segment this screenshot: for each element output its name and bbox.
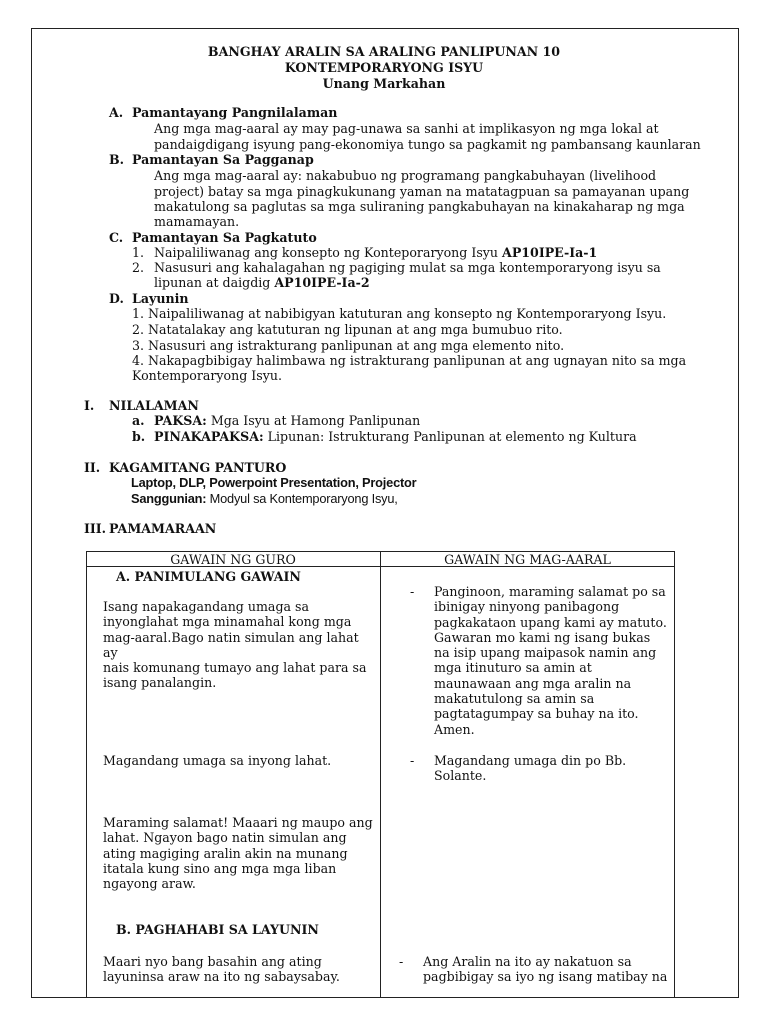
text-line: nais komunang tumayo ang lahat para sa: [103, 660, 367, 676]
pinakapaksa-letter: b.: [132, 429, 146, 444]
materials-line: Laptop, DLP, Powerpoint Presentation, Projector: [131, 475, 417, 490]
sanggunian-label: Sanggunian:: [131, 491, 207, 506]
section-a-line: Ang mga mag-aaral ay may pag-unawa sa sanhi at implikasyon ng mga lokal at: [154, 121, 659, 136]
part-b-heading: B. PAGHAHABI SA LAYUNIN: [116, 922, 319, 937]
text-line: Ang Aralin na ito ay nakatuon sa: [423, 954, 632, 969]
nilalaman-num: I.: [84, 398, 95, 413]
section-a-heading: Pamantayang Pangnilalaman: [132, 105, 338, 120]
list-dash: -: [410, 753, 415, 768]
column-header-student: GAWAIN NG MAG-AARAL: [444, 552, 611, 567]
section-c-item-text: Naipaliliwanag ang konsepto ng Konteporaryong Isyu: [154, 245, 499, 260]
document-subtitle: KONTEMPORARYONG ISYU: [284, 60, 484, 75]
competency-code: AP10IPE-Ia-1: [502, 245, 598, 260]
pamamaraan-heading: PAMAMARAAN: [109, 521, 217, 536]
section-c-item: [154, 275, 370, 290]
section-b-line: project) batay sa mga pinagkukunang yaman na matatagpuan sa pamayanan upang: [154, 184, 690, 199]
teacher-attendance: [103, 815, 373, 891]
paksa-letter: a.: [132, 413, 145, 428]
pamamaraan-num: III.: [84, 521, 107, 536]
text-line: Maari nyo bang basahin ang ating: [103, 954, 322, 969]
text-line: Gawaran mo kami ng isang bukas: [434, 629, 651, 645]
text-line: inyonglahat mga minamahal kong mga: [103, 614, 352, 630]
text-line: mag-aaral.Bago natin simulan ang lahat ay: [103, 629, 359, 660]
text-line: Solante.: [434, 768, 487, 784]
document-title: BANGHAY ARALIN SA ARALING PANLIPUNAN 10: [207, 44, 561, 59]
paksa-value: Mga Isyu at Hamong Panlipunan: [210, 413, 421, 428]
objective-line: 2. Natatalakay ang katuturan ng lipunan at ang mga bumubuo rito.: [132, 322, 563, 337]
section-b-heading: Pamantayan Sa Pagganap: [132, 152, 314, 167]
text-line: Isang napakagandang umaga sa: [103, 599, 309, 614]
paksa-line: [154, 413, 420, 428]
text-line: Panginoon, maraming salamat po sa: [434, 584, 666, 599]
quarter-label: Unang Markahan: [322, 76, 446, 91]
column-header-teacher: GAWAIN NG GURO: [170, 552, 296, 567]
kagamitan-heading: KAGAMITANG PANTURO: [109, 460, 287, 475]
section-c-item-num: 1.: [132, 245, 145, 260]
sanggunian-line: [131, 491, 398, 506]
text-line: ngayong araw.: [103, 876, 196, 892]
teacher-prayer: [103, 599, 373, 691]
section-c-item-text: Nasusuri ang kahalagahan ng pagiging mulat sa mga kontemporaryong isyu sa: [154, 260, 661, 275]
text-line: na isip upang maipasok namin ang: [434, 645, 657, 661]
text-line: maunawaan ang mga aralin na: [434, 675, 632, 691]
teacher-greeting: Magandang umaga sa inyong lahat.: [103, 753, 332, 768]
pinakapaksa-line: [154, 429, 637, 444]
part-a-heading: A. PANIMULANG GAWAIN: [116, 569, 301, 584]
text-line: itatala kung sino ang mga mga liban: [103, 860, 337, 876]
section-d-heading: Layunin: [132, 291, 189, 306]
pinakapaksa-value: Lipunan: Istrukturang Panlipunan at elemento ng Kultura: [267, 429, 637, 444]
sanggunian-value: Modyul sa Kontemporaryong Isyu,: [209, 491, 398, 506]
text-line: mga itinuturo sa amin at: [434, 660, 592, 676]
section-b-letter: B.: [109, 152, 125, 167]
section-a-line: pandaigdigang isyung pang-ekonomiya tungo sa pagkamit ng pambansang kaunlaran: [154, 137, 701, 152]
list-dash: -: [399, 954, 404, 969]
text-line: pagkakataon upang kami ay matuto.: [434, 614, 667, 630]
student-prayer: [434, 584, 674, 737]
text-line: pagbibigay sa iyo ng isang matibay na: [423, 969, 668, 985]
objective-line: Kontemporaryong Isyu.: [132, 368, 282, 383]
section-c-item-text: lipunan at daigdig: [154, 275, 271, 290]
paksa-label: PAKSA:: [154, 413, 207, 428]
competency-code: AP10IPE-Ia-2: [274, 275, 370, 290]
kagamitan-num: II.: [84, 460, 101, 475]
text-line: ibinigay ninyong panibagong: [434, 599, 620, 615]
text-line: layuninsa araw na ito ng sabaysabay.: [103, 969, 340, 985]
section-b-line: Ang mga mag-aaral ay: nakabubuo ng programang pangkabuhayan (livelihood: [154, 168, 657, 183]
objective-line: 3. Nasusuri ang istrakturang panlipunan at ang mga elemento nito.: [132, 338, 565, 353]
objective-line: 1. Naipaliliwanag at nabibigyan katuturan ang konsepto ng Kontemporaryong Isyu.: [132, 306, 667, 321]
student-greeting: [434, 753, 674, 784]
section-c-heading: Pamantayan Sa Pagkatuto: [132, 230, 317, 245]
student-objective-reading: [423, 954, 673, 985]
section-b-line: mamamayan.: [154, 214, 240, 229]
section-a-letter: A.: [109, 105, 124, 120]
text-line: pagtatagumpay sa buhay na ito.: [434, 706, 639, 722]
text-line: lahat. Ngayon bago natin simulan ang: [103, 830, 347, 846]
section-b-line: makatulong sa paglutas sa mga suliraning pangkabuhayan na kinakaharap ng mga: [154, 199, 685, 214]
section-c-item: [154, 245, 597, 260]
list-dash: -: [410, 584, 415, 599]
text-line: Maraming salamat! Maaari ng maupo ang: [103, 815, 373, 830]
text-line: ating magiging aralin akin na munang: [103, 845, 348, 861]
objective-line: 4. Nakapagbibigay halimbawa ng istrakturang panlipunan at ang ugnayan nito sa mga: [132, 353, 687, 368]
teacher-objective-reading: [103, 954, 373, 985]
section-c-letter: C.: [109, 230, 124, 245]
section-d-letter: D.: [109, 291, 124, 306]
text-line: Magandang umaga din po Bb.: [434, 753, 627, 768]
table-column-divider: [380, 551, 381, 997]
nilalaman-heading: NILALAMAN: [109, 398, 199, 413]
text-line: Amen.: [434, 721, 475, 737]
text-line: makatutulong sa amin sa: [434, 691, 595, 707]
pinakapaksa-label: PINAKAPAKSA:: [154, 429, 264, 444]
section-c-item-num: 2.: [132, 260, 145, 275]
text-line: isang panalangin.: [103, 675, 217, 691]
